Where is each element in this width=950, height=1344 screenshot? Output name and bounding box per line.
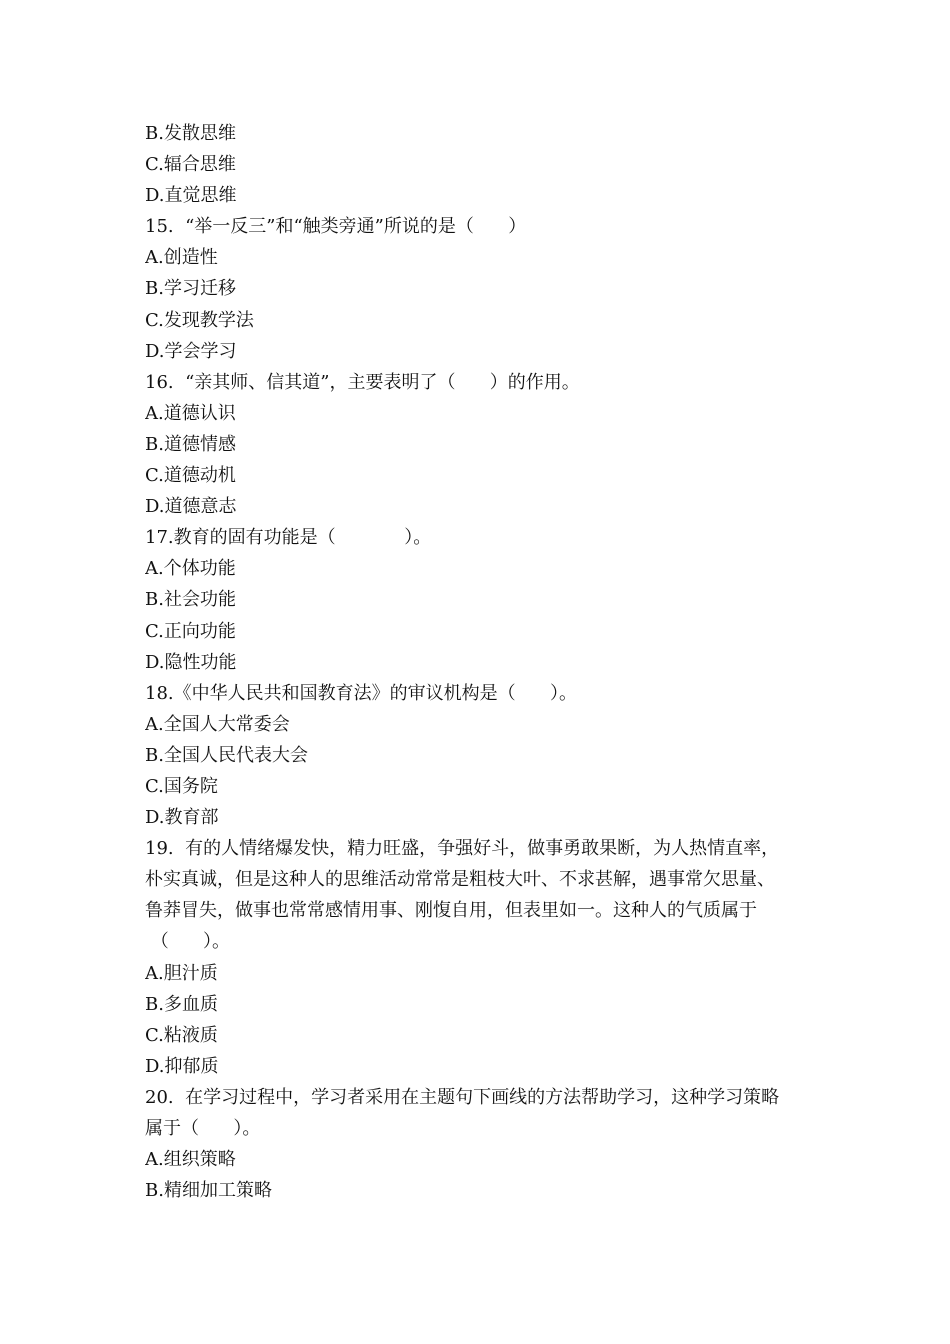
option-line: B.社会功能 xyxy=(145,589,236,611)
option-line: D.学会学习 xyxy=(145,340,237,362)
option-line: A.个体功能 xyxy=(145,558,236,580)
option-line: A.组织策略 xyxy=(145,1149,236,1171)
option-line: A.创造性 xyxy=(145,247,218,269)
option-line: C.道德动机 xyxy=(145,465,236,487)
question-line: 朴实真诚，但是这种人的思维活动常常是粗枝大叶、不求甚解，遇事常欠思量、 xyxy=(145,869,775,891)
option-line: D.直觉思维 xyxy=(145,185,237,207)
option-line: A.道德认识 xyxy=(145,402,236,424)
option-line: B.多血质 xyxy=(145,993,218,1015)
document-page xyxy=(145,118,825,1206)
question-line: 20. 在学习过程中，学习者采用在主题句下画线的方法帮助学习，这种学习策略 xyxy=(145,1086,780,1108)
option-line: B.全国人民代表大会 xyxy=(145,744,308,766)
option-line: C.发现教学法 xyxy=(145,309,254,331)
option-line: B.精细加工策略 xyxy=(145,1180,272,1202)
option-line: D.教育部 xyxy=(145,807,219,829)
option-line: A.全国人大常委会 xyxy=(145,713,290,735)
option-line: C.正向功能 xyxy=(145,620,236,642)
option-line: A.胆汁质 xyxy=(145,962,218,984)
question-line: 18.《中华人民共和国教育法》的审议机构是（ ）。 xyxy=(145,682,577,704)
option-line: C.辐合思维 xyxy=(145,154,236,176)
option-line: C.国务院 xyxy=(145,775,218,797)
option-line: D.道德意志 xyxy=(145,496,237,518)
option-line: B.学习迁移 xyxy=(145,278,236,300)
option-line: B.发散思维 xyxy=(145,123,236,144)
question-line: 属于（ ）。 xyxy=(145,1118,261,1139)
question-line: 鲁莽冒失，做事也常常感情用事、刚愎自用，但表里如一。这种人的气质属于 xyxy=(145,900,757,922)
question-line: 16. “亲其师、信其道”，主要表明了（ ）的作用。 xyxy=(145,371,580,393)
option-line: D.隐性功能 xyxy=(145,651,237,673)
option-line: D.抑郁质 xyxy=(145,1055,219,1077)
question-line: （ ）。 xyxy=(145,931,231,953)
question-line: 15. “举一反三”和“触类旁通”所说的是（ ） xyxy=(145,216,527,238)
option-line: C.粘液质 xyxy=(145,1024,218,1046)
question-line: 17.教育的固有功能是（ ）。 xyxy=(145,527,432,549)
question-line: 19. 有的人情绪爆发快，精力旺盛，争强好斗，做事勇敢果断，为人热情直率， xyxy=(145,838,780,860)
option-line: B.道德情感 xyxy=(145,433,236,455)
